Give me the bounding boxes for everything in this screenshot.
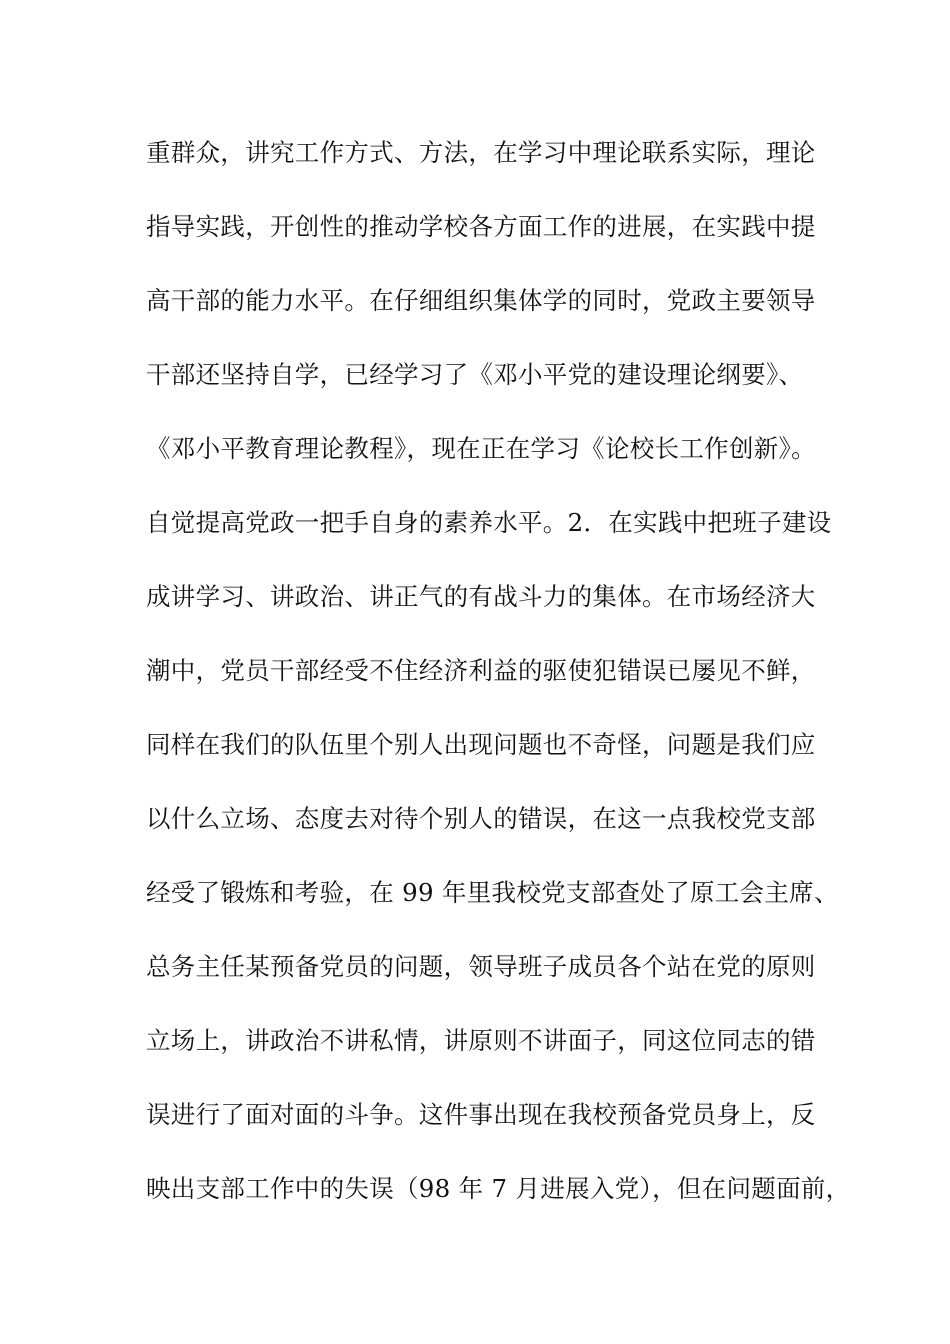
text-line: 重群众，讲究工作方式、方法，在学习中理论联系实际，理论 (146, 138, 816, 167)
text-line: 误进行了面对面的斗争。这件事出现在我校预备党员身上，反 (146, 1100, 816, 1129)
text-line: 潮中，党员干部经受不住经济利益的驱使犯错误已屡见不鲜， (146, 656, 816, 685)
text-line: 成讲学习、讲政治、讲正气的有战斗力的集体。在市场经济大 (146, 582, 816, 611)
text-line: 自觉提高党政一把手自身的素养水平。2．在实践中把班子建设 (146, 508, 832, 537)
text-line: 总务主任某预备党员的问题，领导班子成员各个站在党的原则 (146, 952, 816, 981)
text-line: 映出支部工作中的失误（98 年 7 月进展入党），但在问题面前， (146, 1174, 851, 1203)
text-line: 干部还坚持自学，已经学习了《邓小平党的建设理论纲要》、 (146, 360, 804, 389)
text-line: 以什么立场、态度去对待个别人的错误，在这一点我校党支部 (146, 804, 816, 833)
text-line: 《邓小平教育理论教程》，现在正在学习《论校长工作创新》。 (146, 434, 816, 463)
body-text (146, 128, 851, 1238)
text-line: 指导实践，开创性的推动学校各方面工作的进展，在实践中提 (146, 212, 816, 241)
text-line: 同样在我们的队伍里个别人出现问题也不奇怪，问题是我们应 (146, 730, 816, 759)
text-line: 经受了锻炼和考验，在 99 年里我校党支部查处了原工会主席、 (146, 878, 839, 907)
text-line: 高干部的能力水平。在仔细组织集体学的同时，党政主要领导 (146, 286, 816, 315)
text-line: 立场上，讲政治不讲私情，讲原则不讲面子，同这位同志的错 (146, 1026, 816, 1055)
